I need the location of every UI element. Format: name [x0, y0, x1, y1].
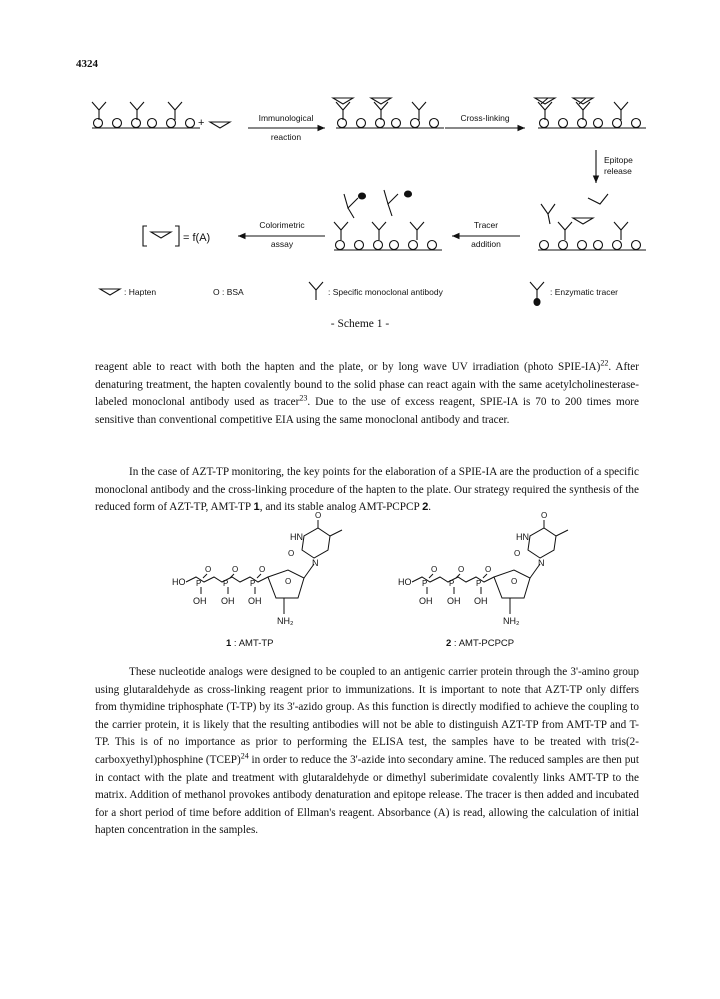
svg-text:O: O — [288, 549, 295, 558]
svg-text:O: O — [259, 565, 266, 574]
svg-text:P: P — [476, 579, 482, 588]
structure-amt-tp — [172, 511, 342, 626]
plate-bound — [333, 98, 444, 128]
svg-text:: Enzymatic tracer: : Enzymatic tracer — [550, 287, 619, 297]
svg-text:HO: HO — [172, 577, 186, 587]
svg-text:P: P — [196, 579, 202, 588]
svg-text:O: O — [485, 565, 492, 574]
svg-text:O: O — [431, 565, 438, 574]
chemical-structures — [0, 511, 720, 660]
paragraph-1: reagent able to react with both the hapten and the plate, or by long wave UV irradiation (photo SPIE-IA)$^{22}$. After denaturing treatment, the hapten covalently bound to the solid phase can react again with the same acetylcholinesterase-labeled monoclonal antibody used as tracer$^{23}$. Due to the use of excess reagent, SPIE-IA is 70 to 200 times more sensitive than conventional competitive EIA using the same monoclonal antibody and tracer. — [95, 358, 639, 426]
svg-text:O: O — [514, 549, 521, 558]
svg-text:OH: OH — [419, 596, 433, 606]
svg-text:assay: assay — [270, 239, 294, 249]
svg-text:NH₂: NH₂ — [277, 616, 294, 626]
equation — [143, 226, 179, 246]
ref-22: 22 — [600, 358, 609, 368]
svg-text:O: O — [541, 511, 548, 520]
plate-start — [92, 102, 200, 128]
svg-text:addition: addition — [471, 239, 501, 249]
svg-text:O: O — [458, 565, 465, 574]
svg-text:O: O — [511, 577, 518, 586]
plate-released — [538, 194, 646, 250]
structure-amt-pcpcp — [398, 511, 568, 626]
svg-text:O : BSA: O : BSA — [213, 287, 244, 297]
legend-tracer-symbol — [530, 282, 544, 306]
svg-text:N: N — [312, 558, 319, 568]
svg-text:Epitope: Epitope — [604, 155, 633, 165]
svg-text:NH₂: NH₂ — [503, 616, 520, 626]
legend-antibody-symbol — [309, 282, 323, 300]
svg-text:HO: HO — [398, 577, 412, 587]
svg-text:Colorimetric: Colorimetric — [259, 220, 305, 230]
svg-text:HN: HN — [516, 532, 529, 542]
svg-text:= f(A): = f(A) — [183, 232, 211, 244]
ref-23: 23 — [299, 393, 308, 403]
svg-text:HN: HN — [290, 532, 303, 542]
svg-text:O: O — [285, 577, 292, 586]
plate-with-tracer — [334, 190, 442, 250]
svg-text:P: P — [449, 579, 455, 588]
plus-sign: + — [198, 117, 205, 129]
svg-text:O: O — [205, 565, 212, 574]
hapten-free — [210, 122, 230, 128]
svg-text:reaction: reaction — [270, 132, 302, 142]
paragraph-3: These nucleotide analogs were designed to be coupled to an antigenic carrier protein through the 3'-amino group using glutaraldehyde as cross-linking reagent prior to immunizations. It is important to note that AZT-TP only differs from thymidine triphosphate (T-TP) by its 3'-azido group. As this function is directly modified to achieve the coupling to the carrier protein, it is likely that the resulting antibodies will not be able to distinguish AZT-TP from AMT-TP and T-TP. This is of no importance as prior to performing the ELISA test, the samples have to be treated with tris(2-carboxyethyl)phosphine (TCEP)$^{24}$ in order to reduce the 3'-azide into secondary amine. The reduced samples are then put in contact with the plate and treatment with glutaraldehyde or dimethyl suberimidate covalently links AMT-TP to the matrix. Addition of methanol provokes antibody denaturation and epitope release. The tracer is then added and incubated for a short period of time before addition of Ellman's reagent. Absorbance (A) is read, allowing the calculation of initial hapten concentration in the samples. — [95, 666, 640, 837]
ref-24: 24 — [240, 751, 249, 761]
svg-text:OH: OH — [447, 596, 461, 606]
svg-text:OH: OH — [474, 596, 488, 606]
svg-text:P: P — [250, 579, 256, 588]
svg-text:OH: OH — [248, 596, 262, 606]
structure-1-label: 1 : AMT-TP — [226, 638, 274, 649]
svg-text:release: release — [604, 166, 632, 176]
svg-text:: Hapten: : Hapten — [124, 287, 157, 297]
structure-2-label: 2 : AMT-PCPCP — [446, 638, 515, 649]
svg-text:: Specific monoclonal antibody: : Specific monoclonal antibody — [328, 287, 443, 297]
plate-crosslinked — [535, 98, 646, 128]
legend-hapten-symbol — [100, 289, 120, 295]
svg-text:P: P — [223, 579, 229, 588]
svg-text:Tracer: Tracer — [473, 220, 499, 230]
svg-text:P: P — [422, 579, 428, 588]
page-number: 4324 — [76, 58, 98, 70]
svg-text:N: N — [538, 558, 545, 568]
scheme-1-figure — [0, 0, 720, 320]
svg-text:O: O — [315, 511, 322, 520]
scheme-caption: - Scheme 1 - — [330, 318, 390, 330]
paragraph-2: In the case of AZT-TP monitoring, the key points for the elaboration of a SPIE-IA are the production of a specific monoclonal antibody and the cross-linking procedure of the hapten to the plate. Our strategy required the synthesis of the reduced form of AZT-TP, AMT-TP 1, and its stable analog AMT-PCPCP 2. — [95, 466, 639, 514]
svg-text:OH: OH — [193, 596, 207, 606]
svg-text:Cross-linking: Cross-linking — [460, 113, 510, 123]
svg-text:Immunological: Immunological — [258, 113, 314, 123]
svg-text:O: O — [232, 565, 239, 574]
svg-text:OH: OH — [221, 596, 235, 606]
